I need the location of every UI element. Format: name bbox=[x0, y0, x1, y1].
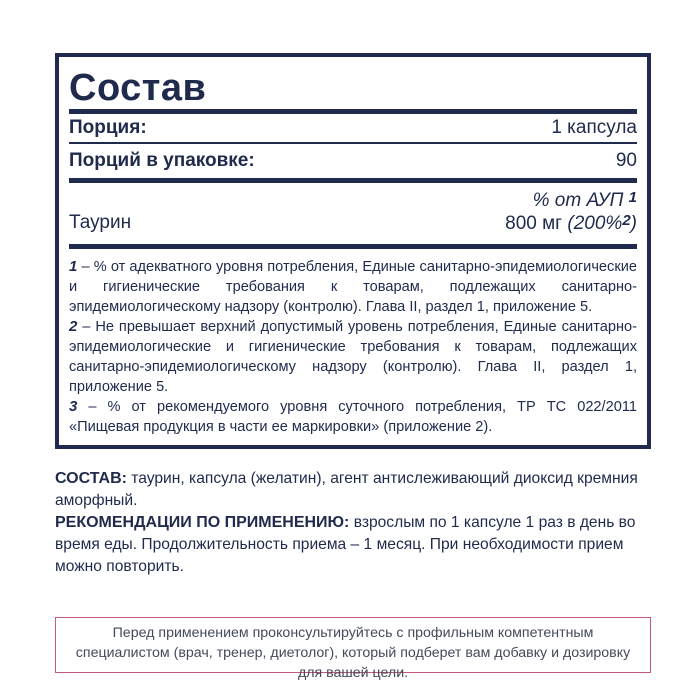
footnote bbox=[69, 397, 637, 437]
panel-title: Состав bbox=[69, 67, 207, 109]
footnote-mark: 2 bbox=[622, 212, 631, 229]
servings-per-container-label: Порций в упаковке: bbox=[69, 150, 255, 171]
thick-divider bbox=[69, 178, 637, 183]
usage-label: РЕКОМЕНДАЦИИ ПО ПРИМЕНЕНИЮ: bbox=[55, 514, 350, 531]
composition-section bbox=[55, 468, 651, 578]
ingredient-amount: 800 мг bbox=[505, 213, 563, 234]
ingredient-amount-cell bbox=[505, 212, 637, 244]
ingredient-row bbox=[69, 212, 637, 244]
consultation-warning bbox=[55, 617, 651, 681]
servings-per-container-row bbox=[69, 144, 637, 178]
footnote-text: – % от рекомендуемого уровня суточного потребления, ТР ТС 022/2011 «Пищевая продукция в части ее маркировки» (приложение 2). bbox=[69, 399, 637, 435]
warning-text: Перед применением проконсультируйтесь с профильным компетентным специалистом (врач, тренер, диетолог), который подберет вам добавку и дозировку для вашей цели. bbox=[75, 625, 631, 681]
serving-size-row bbox=[69, 114, 637, 142]
footnote-mark: 1 bbox=[628, 189, 637, 206]
footnote-number: 2 bbox=[69, 318, 78, 335]
serving-size-value: 1 капсула bbox=[551, 117, 637, 138]
footnotes bbox=[69, 257, 637, 437]
footnote bbox=[69, 317, 637, 397]
ingredients-text: таурин, капсула (желатин), агент антислеживающий диоксид кремния аморфный. bbox=[55, 470, 638, 509]
serving-size-label: Порция: bbox=[69, 117, 147, 138]
footnote-text: – % от адекватного уровня потребления, Единые санитарно-эпидемиологические и гигиенические требования к товарам, подлежащих санитарно-эпидемиологическому надзору (контролю). Глава II, раздел 1, приложение 5. bbox=[69, 259, 637, 315]
servings-per-container-value: 90 bbox=[615, 150, 637, 171]
ingredient-name: Таурин bbox=[69, 212, 132, 233]
footnote bbox=[69, 257, 637, 317]
daily-value-header-text: % от АУП bbox=[532, 190, 624, 211]
daily-value-header bbox=[69, 189, 637, 212]
thick-divider bbox=[69, 244, 637, 249]
footnote-text: – Не превышает верхний допустимый уровень потребления, Единые санитарно-эпидемиологические и гигиенические требования к товарам, подлежащих санитарно-эпидемиологическому надзору (контролю). Глава II, раздел 1, приложение 5. bbox=[69, 319, 637, 395]
usage-paragraph bbox=[55, 512, 651, 578]
ingredient-daily-value: (200% bbox=[567, 213, 623, 234]
ingredient-daily-value-close: ) bbox=[630, 213, 637, 234]
footnote-number: 3 bbox=[69, 398, 78, 415]
footnote-number: 1 bbox=[69, 258, 78, 275]
supplement-facts-panel bbox=[55, 53, 651, 449]
ingredients-paragraph bbox=[55, 468, 651, 512]
ingredients-label: СОСТАВ: bbox=[55, 470, 127, 487]
usage-text: взрослым по 1 капсуле 1 раз в день во время еды. Продолжительность приема – 1 месяц. При необходимости прием можно повторить. bbox=[55, 514, 636, 575]
